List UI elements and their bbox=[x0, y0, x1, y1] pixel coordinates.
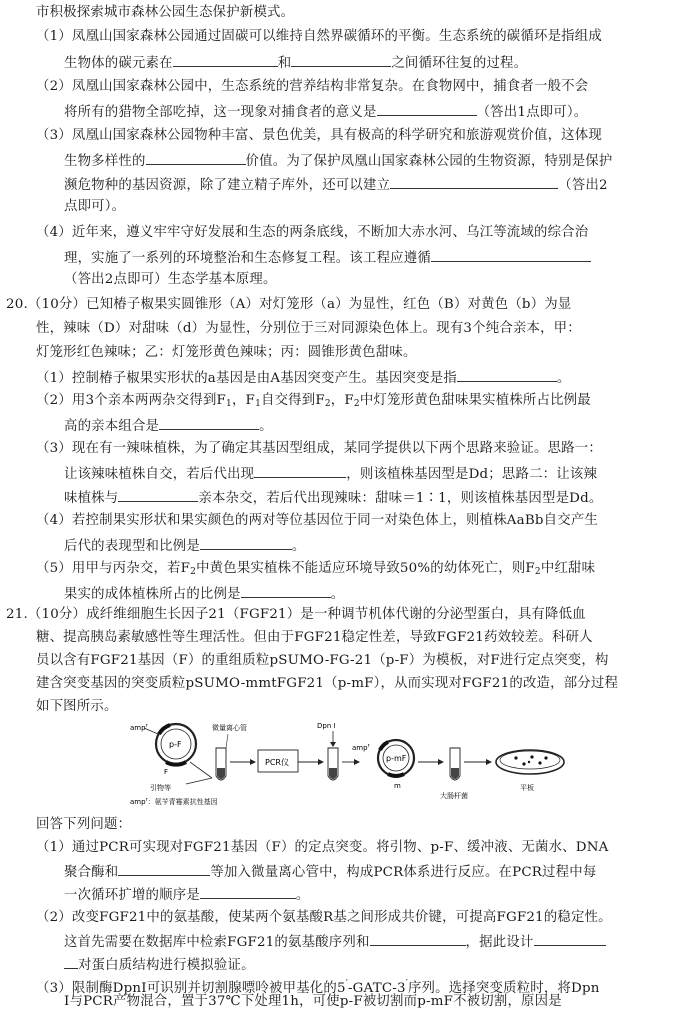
answer-blank[interactable] bbox=[241, 584, 331, 598]
q19-intro-tail: 市积极探索城市森林公园生态保护新模式。 bbox=[36, 5, 295, 20]
q20-part3-line1: （3）现在有一辣味植株，为了确定其基因型组成，某同学提供以下两个思路来验证。思路一： bbox=[36, 441, 602, 456]
answer-blank[interactable] bbox=[457, 368, 557, 382]
q21-part2-line3: 对蛋白质结构进行模拟验证。 bbox=[64, 955, 255, 975]
q21-stem-line1: 21.（10分）成纤维细胞生长因子21（FGF21）是一种调节机体代谢的分泌型蛋白，具有降低血 bbox=[6, 607, 586, 622]
pf-label: p-F bbox=[169, 740, 182, 749]
q20-stem-line3: 灯笼形红色辣味；乙：灯笼形黄色辣味；丙：圆锥形黄色甜味。 bbox=[36, 345, 417, 360]
answer-blank[interactable] bbox=[431, 248, 591, 262]
q19-part4-line3: （答出2点即可）生态学基本原理。 bbox=[64, 272, 277, 287]
answer-blank[interactable] bbox=[390, 175, 558, 189]
q20-part5-line1: （5）用甲与丙杂交，若$F_2$中黄色果实植株不能适应环境导致50%的幼体死亡，则$F_2$中红甜味 bbox=[36, 561, 596, 577]
answer-blank[interactable] bbox=[291, 53, 391, 67]
answer-blank[interactable] bbox=[377, 102, 477, 116]
answer-blank[interactable] bbox=[254, 464, 346, 478]
q19-part2-line1: （2）凤凰山国家森林公园中，生态系统的营养结构非常复杂。在食物网中，捕食者一般不会 bbox=[36, 79, 589, 94]
answer-blank[interactable] bbox=[64, 955, 78, 969]
answer-blank[interactable] bbox=[173, 53, 278, 67]
q19-part4-line1: （4）近年来，遵义牢牢守好发展和生态的两条底线，不断加大赤水河、乌江等流域的综合治 bbox=[36, 225, 589, 240]
q19-part3-line3: 濒危物种的基因资源，除了建立精子库外，还可以建立 （答出2 bbox=[64, 175, 608, 195]
q20-part2-line2: 高的亲本组合是 。 bbox=[64, 416, 273, 436]
q21-part1-line1: （1）通过PCR可实现对FGF21基因（F）的定点突变。将引物、p-F、缓冲液、无菌水、DNA bbox=[36, 840, 609, 855]
q21-part3-line2: Ⅰ与PCR产物混合，置于37℃下处理1h，可使p-F被切割而p-mF不被切割，原因是 bbox=[64, 994, 562, 1009]
ecoli-label: 大肠杆菌 bbox=[440, 792, 468, 800]
q19-part1-line2: 生物体的碳元素在 和 之间循环往复的过程。 bbox=[64, 53, 527, 73]
q21-part1-line3: 一次循环扩增的顺序是 。 bbox=[64, 885, 310, 905]
dpn-label: Dpn I bbox=[317, 722, 336, 730]
q20-part4-line2: 后代的表现型和比例是 。 bbox=[64, 536, 306, 556]
q20-part3-line2: 让该辣味植株自交，若后代出现 ，则该植株基因型是Dd；思路二：让该辣 bbox=[64, 464, 597, 484]
q21-part2-line2: 这首先需要在数据库中检索FGF21的氨基酸序列和 ，据此设计 bbox=[64, 932, 606, 952]
answer-blank[interactable] bbox=[146, 151, 246, 165]
q21-stem-line4: 建含突变基因的突变质粒pSUMO-mmtFGF21（p-mF），从而实现对FGF21的改造，部分过程 bbox=[36, 676, 619, 691]
answer-blank[interactable] bbox=[370, 932, 466, 946]
q21-part3-line1: （3）限制酶DpnI可识别并切割腺嘌呤被甲基化的5′-GATC-3′序列。选择突变质粒时，将Dpn bbox=[36, 979, 600, 996]
f-label: F bbox=[164, 768, 169, 776]
q19-part3-line1: （3）凤凰山国家森林公园物种丰富、景色优美，具有极高的科学研究和旅游观赏价值，这体现 bbox=[36, 128, 602, 143]
tube-label: 微量离心管 bbox=[212, 724, 247, 732]
amp-label: amp$^r$ bbox=[130, 723, 148, 732]
q21-stem-line5: 如下图所示。 bbox=[36, 699, 118, 714]
q19-part1-line1: （1）凤凰山国家森林公园通过固碳可以维持自然界碳循环的平衡。生态系统的碳循环是指组成 bbox=[36, 29, 602, 44]
pmf-label: p-mF bbox=[386, 754, 407, 763]
plate-label: 平板 bbox=[520, 784, 534, 792]
q19-part4-line2: 理，实施了一系列的环境整治和生态修复工程。该工程应遵循 bbox=[64, 248, 591, 268]
answer-blank[interactable] bbox=[200, 536, 292, 550]
q20-stem-line1: 20.（10分）已知椿子椒果实圆锥形（A）对灯笼形（a）为显性，红色（B）对黄色（b）为显 bbox=[6, 297, 572, 312]
q19-part3-line2: 生物多样性的 价值。为了保护凤凰山国家森林公园的生物资源，特别是保护 bbox=[64, 151, 613, 171]
answer-blank[interactable] bbox=[159, 416, 259, 430]
amp-label-2: amp$^r$ bbox=[352, 743, 370, 752]
q19-part2-line2: 将所有的猎物全部吃掉，这一现象对捕食者的意义是 （答出1点即可）。 bbox=[64, 102, 587, 122]
answer-blank[interactable] bbox=[118, 488, 198, 502]
q21-part2-line1: （2）改变FGF21中的氨基酸，使某两个氨基酸R基之间形成共价键，可提高FGF21的稳定性。 bbox=[36, 910, 612, 925]
m-label: m bbox=[394, 782, 401, 790]
q20-part2-line1: （2）用3个亲本两两杂交得到$F_1$，$F_1$自交得到$F_2$，$F_2$中灯笼形黄色甜味果实植株所占比例最 bbox=[36, 393, 591, 409]
q19-part3-line4: 点即可）。 bbox=[64, 199, 126, 214]
answer-blank[interactable] bbox=[534, 932, 606, 946]
pcr-label: PCR仪 bbox=[265, 758, 289, 767]
q21-ask: 回答下列问题： bbox=[36, 817, 132, 832]
q20-part5-line2: 果实的成体植株所占的比例是 。 bbox=[64, 584, 344, 604]
q21-part1-line2: 聚合酶和 等加入微量离心管中，构成PCR体系进行反应。在PCR过程中每 bbox=[64, 862, 596, 882]
primer-label: 引物等 bbox=[150, 784, 171, 792]
q20-part1: （1）控制椿子椒果实形状的a基因是由A基因突变产生。基因突变是指 。 bbox=[36, 368, 571, 388]
q20-part3-line3: 味植株与 亲本杂交，若后代出现辣味：甜味＝1∶1，则该植株基因型是Dd。 bbox=[64, 488, 602, 508]
pcr-mutagenesis-diagram bbox=[130, 718, 580, 806]
answer-blank[interactable] bbox=[200, 885, 296, 899]
q20-part4-line1: （4）若控制果实形状和果实颜色的两对等位基因位于同一对染色体上，则植株AaBb自交产生 bbox=[36, 513, 599, 528]
figure-legend: amp$^r$：氨苄青霉素抗性基因 bbox=[130, 797, 218, 806]
q20-stem-line2: 性，辣味（D）对甜味（d）为显性，分别位于三对同源染色体上。现有3个纯合亲本，甲： bbox=[36, 321, 581, 336]
q21-stem-line3: 员以含有FGF21基因（F）的重组质粒pSUMO-FG-21（p-F）为模板，对F进行定点突变，构 bbox=[36, 653, 609, 668]
q21-stem-line2: 糖、提高胰岛素敏感性等生理活性。但由于FGF21稳定性差，导致FGF21药效较差。科研人 bbox=[36, 630, 593, 645]
answer-blank[interactable] bbox=[118, 862, 210, 876]
